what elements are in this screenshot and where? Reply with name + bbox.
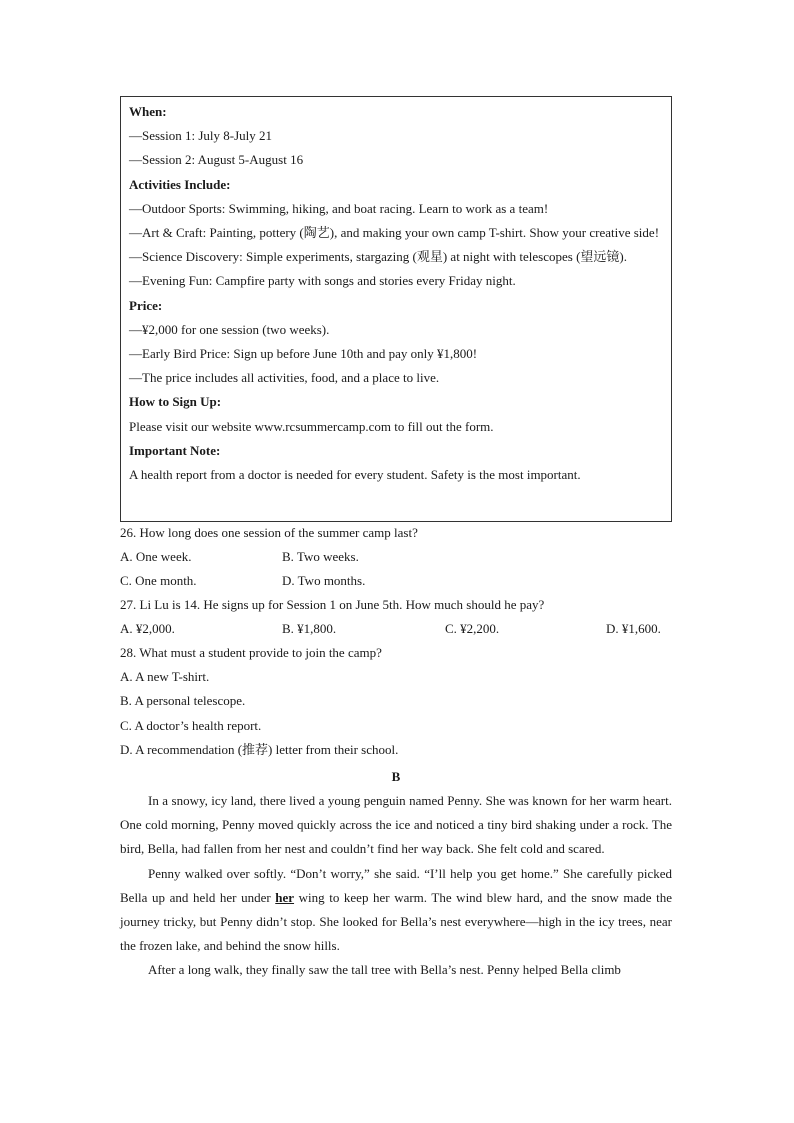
option-b: B. ¥1,800.: [282, 621, 337, 637]
when-heading: When:: [129, 104, 167, 119]
paragraph-1: In a snowy, icy land, there lived a young penguin named Penny. She was known for her warm heart. One cold morning, Penny moved quickly across the ice and noticed a tiny bird shaking under a rock. The bird, Bella, had fallen from her nest and couldn’t find her way back. She felt cold and scared.: [120, 793, 672, 857]
signup-heading: How to Sign Up:: [129, 394, 222, 410]
option-a: A. A new T-shirt.: [120, 669, 210, 685]
session-1: —Session 1: July 8-July 21: [129, 128, 273, 144]
camp-info-box: [120, 96, 672, 522]
signup-text: Please visit our website www.rcsummercamp.com to fill out the form.: [129, 418, 494, 434]
passage-b: [120, 789, 672, 983]
price-heading: Price:: [129, 297, 163, 313]
option-c: C. One month.: [120, 573, 197, 589]
activity-science: —Science Discovery: Simple experiments, stargazing (观星) at night with telescopes (望远镜).: [129, 249, 627, 265]
session-2: —Session 2: August 5-August 16: [129, 152, 304, 168]
paragraph-2-start: Penny walked over softly. “Don’t worry,” she said. “I’ll help you get home.” She carefully picked Bella up and held her under: [120, 865, 672, 905]
question-26: [120, 521, 672, 594]
activity-art: —Art & Craft: Painting, pottery (陶艺), and making your own camp T-shirt. Show your creative side!: [129, 225, 660, 241]
question-stem: 28. What must a student provide to join the camp?: [120, 645, 382, 660]
price-line-2: —Early Bird Price: Sign up before June 10th and pay only ¥1,800!: [129, 346, 478, 362]
question-stem: 27. Li Lu is 14. He signs up for Session 1 on June 5th. How much should he pay?: [120, 597, 545, 612]
option-d: D. ¥1,600.: [606, 621, 661, 637]
note-text: A health report from a doctor is needed for every student. Safety is the most important.: [129, 467, 581, 483]
note-heading: Important Note:: [129, 442, 221, 458]
option-c: C. ¥2,200.: [445, 621, 500, 637]
price-line-3: —The price includes all activities, food, and a place to live.: [129, 370, 440, 386]
section-title: B: [391, 769, 401, 784]
activity-outdoor: —Outdoor Sports: Swimming, hiking, and boat racing. Learn to work as a team!: [129, 200, 549, 216]
question-28: [120, 641, 672, 762]
paragraph-2-end: wing to keep her warm. The wind blew hard, and the snow made the journey tricky, but Penny didn’t stop. She looked for Bella’s nest everywhere—high in the icy trees, near the frozen lake, and behind the snow hills.: [120, 889, 672, 954]
activities-heading: Activities Include:: [129, 176, 231, 192]
option-b: B. Two weeks.: [282, 549, 359, 565]
price-line-1: —¥2,000 for one session (two weeks).: [129, 321, 330, 337]
option-a: A. ¥2,000.: [120, 621, 175, 637]
paragraph-3: After a long walk, they finally saw the tall tree with Bella’s nest. Penny helped Bella climb: [148, 962, 621, 978]
option-d: D. A recommendation (推荐) letter from their school.: [120, 741, 399, 757]
option-d: D. Two months.: [282, 573, 366, 589]
question-stem: 26. How long does one session of the summer camp last?: [120, 525, 418, 540]
paragraph-2: [120, 862, 672, 959]
underlined-word: her: [275, 889, 295, 905]
option-a: A. One week.: [120, 549, 192, 565]
option-b: B. A personal telescope.: [120, 693, 246, 709]
question-27: [120, 593, 672, 641]
option-c: C. A doctor’s health report.: [120, 717, 262, 733]
activity-evening: —Evening Fun: Campfire party with songs and stories every Friday night.: [129, 273, 516, 289]
